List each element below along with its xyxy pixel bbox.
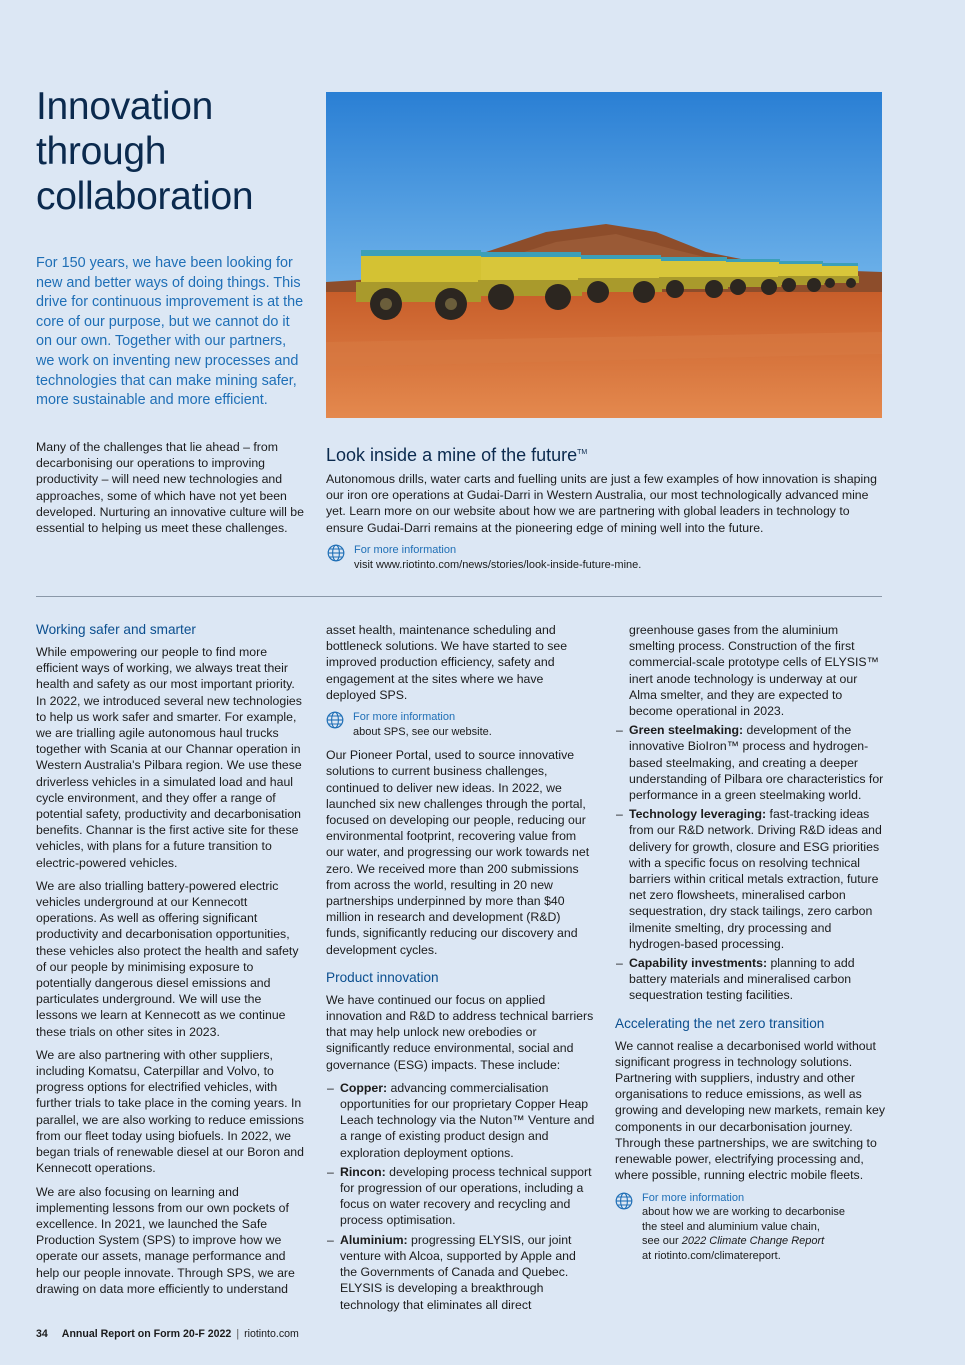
list-item-continuation: greenhouse gases from the aluminium smelting process. Construction of the first commercial-scale prototype cells of ELYSIS™ inert anode technology is underway at our Alma smelter, and they are expected to become operational in 2023. — [629, 623, 879, 719]
more-info-climate — [615, 1191, 885, 1264]
paragraph: We have continued our focus on applied innovation and R&D to address technical barriers that may help unlock new orebodies or significantly reduce environmental, social and governance (ESG) impacts. These include: — [326, 992, 594, 1072]
site-link[interactable]: riotinto.com — [244, 1328, 299, 1340]
globe-icon — [615, 1192, 633, 1210]
more-info-title: For more information — [354, 544, 457, 556]
list-item: – Rincon: developing process technical support for progression of our operations, including a focus on water recovery and recycling and process optimisation. — [327, 1164, 592, 1228]
list-item: – Technology leveraging: fast-tracking ideas from our R&D network. Driving R&D ideas and delivery for growth, closure and ESG priorities with a specific focus on resolving technical barriers within critical metals extraction, future net zero flowsheets, mineralised carbon sequestration, dry stack tailings, zero carbon ilmenite smelting, dry processing and hydrogen-based processing. — [616, 807, 882, 951]
paragraph: Our Pioneer Portal, used to source innovative solutions to current business challenges, continued to deliver new ideas. In 2022, we launched six new challenges through the portal, focused on developing our people, reducing our environmental footprint, recovering value from our water, and progressing our work towards net zero. We received more than 200 submissions from across the world, resulting in 20 new partnerships underpinned by more than $40 million in research and development (R&D) funds, significantly reducing our discovery and development cycles. — [326, 748, 590, 957]
more-info-link[interactable]: visit www.riotinto.com/news/stories/look-inside-future-mine. — [354, 558, 642, 571]
list-item: – Green steelmaking: development of the innovative BioIron™ process and hydrogen-based steelmaking, and creating a deeper understanding of Pilbara ore characteristics for performance in a green steelmaking world. — [616, 723, 884, 803]
heading-net-zero: Accelerating the net zero transition — [615, 1015, 825, 1031]
list-item: – Capability investments: planning to add battery materials and mineralised carbon sequestration testing facilities. — [616, 956, 855, 1003]
globe-icon — [327, 544, 345, 562]
paragraph: We are also trialling battery-powered electric vehicles underground at our Kennecott operations. As well as offering significant productivity and decarbonisation opportunities, these vehicles also protect the health and safety of our people by minimising exposure to potentially dangerous diesel emissions and particulates underground. We will use the lessons we learn at Kennecott as we continue these trials on other sites in 2023. — [36, 878, 299, 1039]
column-2 — [326, 622, 596, 1316]
paragraph: We are also focusing on learning and implementing lessons from our own pockets of excellence. In 2021, we launched the Safe Production System (SPS) to improve how we operate our assets, manage performance and help our people innovate. Through SPS, we are drawing on data more efficiently to understand — [36, 1184, 295, 1296]
innovation-list — [326, 1080, 596, 1313]
list-item: – Copper: advancing commercialisation opportunities for our proprietary Copper Heap Leach technology via the Nuton™ Venture and a range of existing product design and exploration deployment options. — [327, 1080, 595, 1160]
report-name: Annual Report on Form 20-F 2022 — [61, 1328, 232, 1340]
feature-title: Look inside a mine of the future™ — [326, 445, 588, 465]
more-info-mine-future — [327, 543, 877, 572]
page-title: Innovation through collaboration — [36, 85, 254, 218]
more-info-report: see our 2022 Climate Change Report — [642, 1235, 825, 1248]
feature-body: Autonomous drills, water carts and fuelling units are just a few examples of how innovation is shaping our iron ore operations at Gudai-Darri in Western Australia, our most technologically advanced mine yet. Learn more on our website about how we are partnering with global leaders in technology to ensure Gudai-Darri remains at the pioneering edge of mining well into the future. — [326, 472, 877, 535]
page-number: 34 — [36, 1328, 48, 1340]
more-info-sps — [326, 710, 596, 739]
more-info-text: about how we are working to decarbonise the steel and aluminium value chain, — [642, 1206, 846, 1233]
page-footer — [36, 1327, 299, 1341]
more-info-title: For more information — [642, 1191, 745, 1204]
paragraph: We cannot realise a decarbonised world without significant progress in technology solutions. Partnering with suppliers, industry and other organisations to reduce emissions, as well as growing and developing new markets, remain key components in our decarbonisation journey. Through these partnerships, we are switching to renewable power, electrifying processing and, where possible, running electric mobile fleets. — [615, 1038, 885, 1183]
globe-icon — [326, 711, 344, 729]
more-info-link[interactable]: at riotinto.com/climatereport. — [642, 1249, 781, 1262]
mine-trucks-photo — [326, 92, 882, 418]
section-divider — [36, 596, 882, 597]
innovation-list-continued — [615, 722, 885, 1003]
paragraph: We are also partnering with other suppliers, including Komatsu, Caterpillar and Volvo, to progress options for electrified vehicles, with further trials to take place in the coming years. In parallel, we are also working to reduce emissions from our fleet today using biofuels. In 2022, we began trials of renewable diesel at our Boron and Kennecott operations. — [36, 1047, 304, 1176]
lead-paragraph: For 150 years, we have been looking for new and better ways of doing things. This drive for continuous improvement is at the core of our purpose, but we cannot do it on our own. Together with our partners, we work on inventing new processes and technologies that can make mining safer, more sustainable and more efficient. — [36, 255, 304, 409]
footer-separator: | — [236, 1328, 240, 1340]
column-3 — [615, 622, 885, 1271]
column-1 — [36, 621, 304, 1304]
more-info-text[interactable]: about SPS, see our website. — [353, 725, 492, 738]
intro-paragraph: Many of the challenges that lie ahead – from decarbonising our operations to improving productivity – will need new technologies and approaches, some of which have not yet been developed. Nurturing an innovative culture will be essential to helping us meet these challenges. — [36, 440, 304, 536]
heading-working-safer: Working safer and smarter — [36, 622, 196, 637]
heading-product-innovation: Product innovation — [326, 969, 439, 985]
paragraph: While empowering our people to find more efficient ways of working, we always treat their health and safety as our most important priority. In 2022, we introduced several new technologies to help us work safer and smarter. For example, we are trialling agile autonomous haul trucks together with Scania at our Channar operation in Western Australia's Pilbara region. We use these driverless vehicles in a simulated load and haul cycle environment, and they offer a range of potential safety, productivity and decarbonisation benefits. Channar is the first active site for these vehicles, with plans for a future transition to electric-powered vehicles. — [36, 645, 302, 870]
paragraph: asset health, maintenance scheduling and bottleneck solutions. We have started to see improved production efficiency, safety and engagement at the sites where we have deployed SPS. — [326, 623, 568, 702]
more-info-title: For more information — [353, 711, 456, 724]
list-item: – Aluminium: progressing ELYSIS, our joint venture with Alcoa, supported by Apple and the Governments of Canada and Quebec. ELYSIS is developing a breakthrough technology that eliminates all direct — [327, 1232, 576, 1312]
